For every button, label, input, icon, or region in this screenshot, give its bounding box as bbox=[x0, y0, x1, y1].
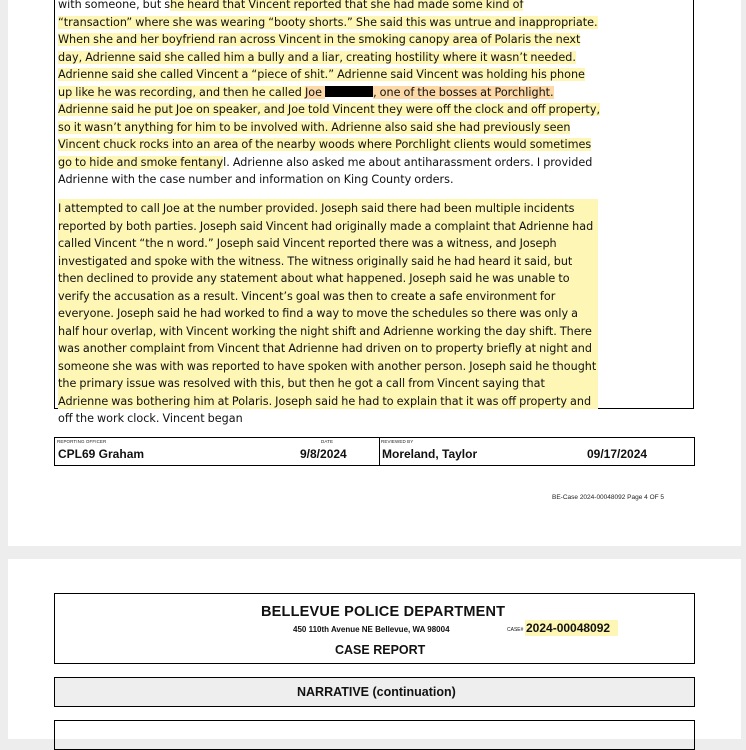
report-page-4 bbox=[8, 0, 741, 546]
text-plain: l. Adrienne also asked me about antiharassment orders. I provided Adrienne with the case number and information on King County orders. bbox=[58, 155, 593, 186]
signature-block bbox=[54, 437, 695, 466]
divider bbox=[379, 438, 380, 465]
highlighted-name: Joe bbox=[304, 85, 326, 99]
case-number: 2024-00048092 bbox=[525, 620, 618, 636]
reviewed-label: REVIEWED BY bbox=[381, 439, 414, 444]
report-header bbox=[54, 593, 695, 664]
narrative-paragraph-1 bbox=[58, 0, 600, 189]
highlighted-name: , one of the bosses at Porchlight. bbox=[373, 85, 554, 99]
report-page-5 bbox=[8, 559, 741, 739]
narrative-box bbox=[54, 720, 695, 750]
date-label: DATE bbox=[321, 439, 334, 444]
narrative-paragraph-2: I attempted to call Joe at the number provided. Joseph said there had been multiple incidents reported by both parties. Joseph said Vincent had originally made a complaint that Adrienne had called Vincent “the n word.” Joseph said Vincent reported there was a witness, and Joseph investigated and spoke with the witness. The witness originally said he had heard it said, but then declined to provide any statement about what happened. Joseph said he was unable to verify the accusation as a result. Vincent’s goal was then to create a safe environment for everyone. Joseph said he had worked to find a way to move the schedules so there was only a half hour overlap, with Vincent working the night shift and Adrienne working the day shift. There was another complaint from Vincent that Adrienne had driven on to property briefly at night and someone she was with was reported to have spoken with another person. Joseph said he thought the primary issue was resolved with this, but then he got a call from Vincent saying that Adrienne was bothering him at Polaris. Joseph said he had to explain that it was off property and off the work clock. Vincent began bbox=[58, 202, 597, 425]
department-address: 450 110th Avenue NE Bellevue, WA 98004 bbox=[293, 625, 450, 634]
department-name: BELLEVUE POLICE DEPARTMENT bbox=[261, 604, 506, 620]
report-title: CASE REPORT bbox=[335, 643, 426, 657]
text-plain: with someone, but s bbox=[58, 0, 171, 11]
redaction-bar bbox=[325, 86, 373, 97]
narrative-section-header bbox=[54, 677, 695, 707]
case-label: CASE# bbox=[507, 627, 524, 633]
highlighted-text: he heard that Vincent reported that she had made some kind of “transaction” where she was wearing “booty shorts.” She said this was untrue and inappropriate. When she and her boyfriend ran across Vincent in the smoking canopy area of Polaris the next day, Adrienne said she called him a bully and a liar, creating hostility where it wasn’t needed. Adrienne said she called Vincent a “piece of shit.” Adrienne said Vincent was holding his phone up like he was recording, and then he called bbox=[58, 0, 598, 99]
review-date: 09/17/2024 bbox=[587, 447, 648, 461]
highlighted-text: Adrienne said he put Joe on speaker, and Joe told Vincent they were off the clock and off property, so it wasn’t anything for him to be involved with. Adrienne also said she had previously seen Vincent chuck rocks into an area of the nearby woods where Porchlight clients would sometimes go to hide and smoke fentany bbox=[58, 103, 600, 169]
report-date: 9/8/2024 bbox=[300, 447, 347, 461]
officer-name: CPL69 Graham bbox=[58, 447, 145, 461]
section-title: NARRATIVE (continuation) bbox=[297, 685, 456, 699]
reviewer-name: Moreland, Taylor bbox=[382, 447, 478, 461]
officer-label: REPORTING OFFICER bbox=[57, 439, 107, 444]
page-footer: BE-Case 2024-00048092 Page 4 OF 5 bbox=[552, 494, 665, 501]
